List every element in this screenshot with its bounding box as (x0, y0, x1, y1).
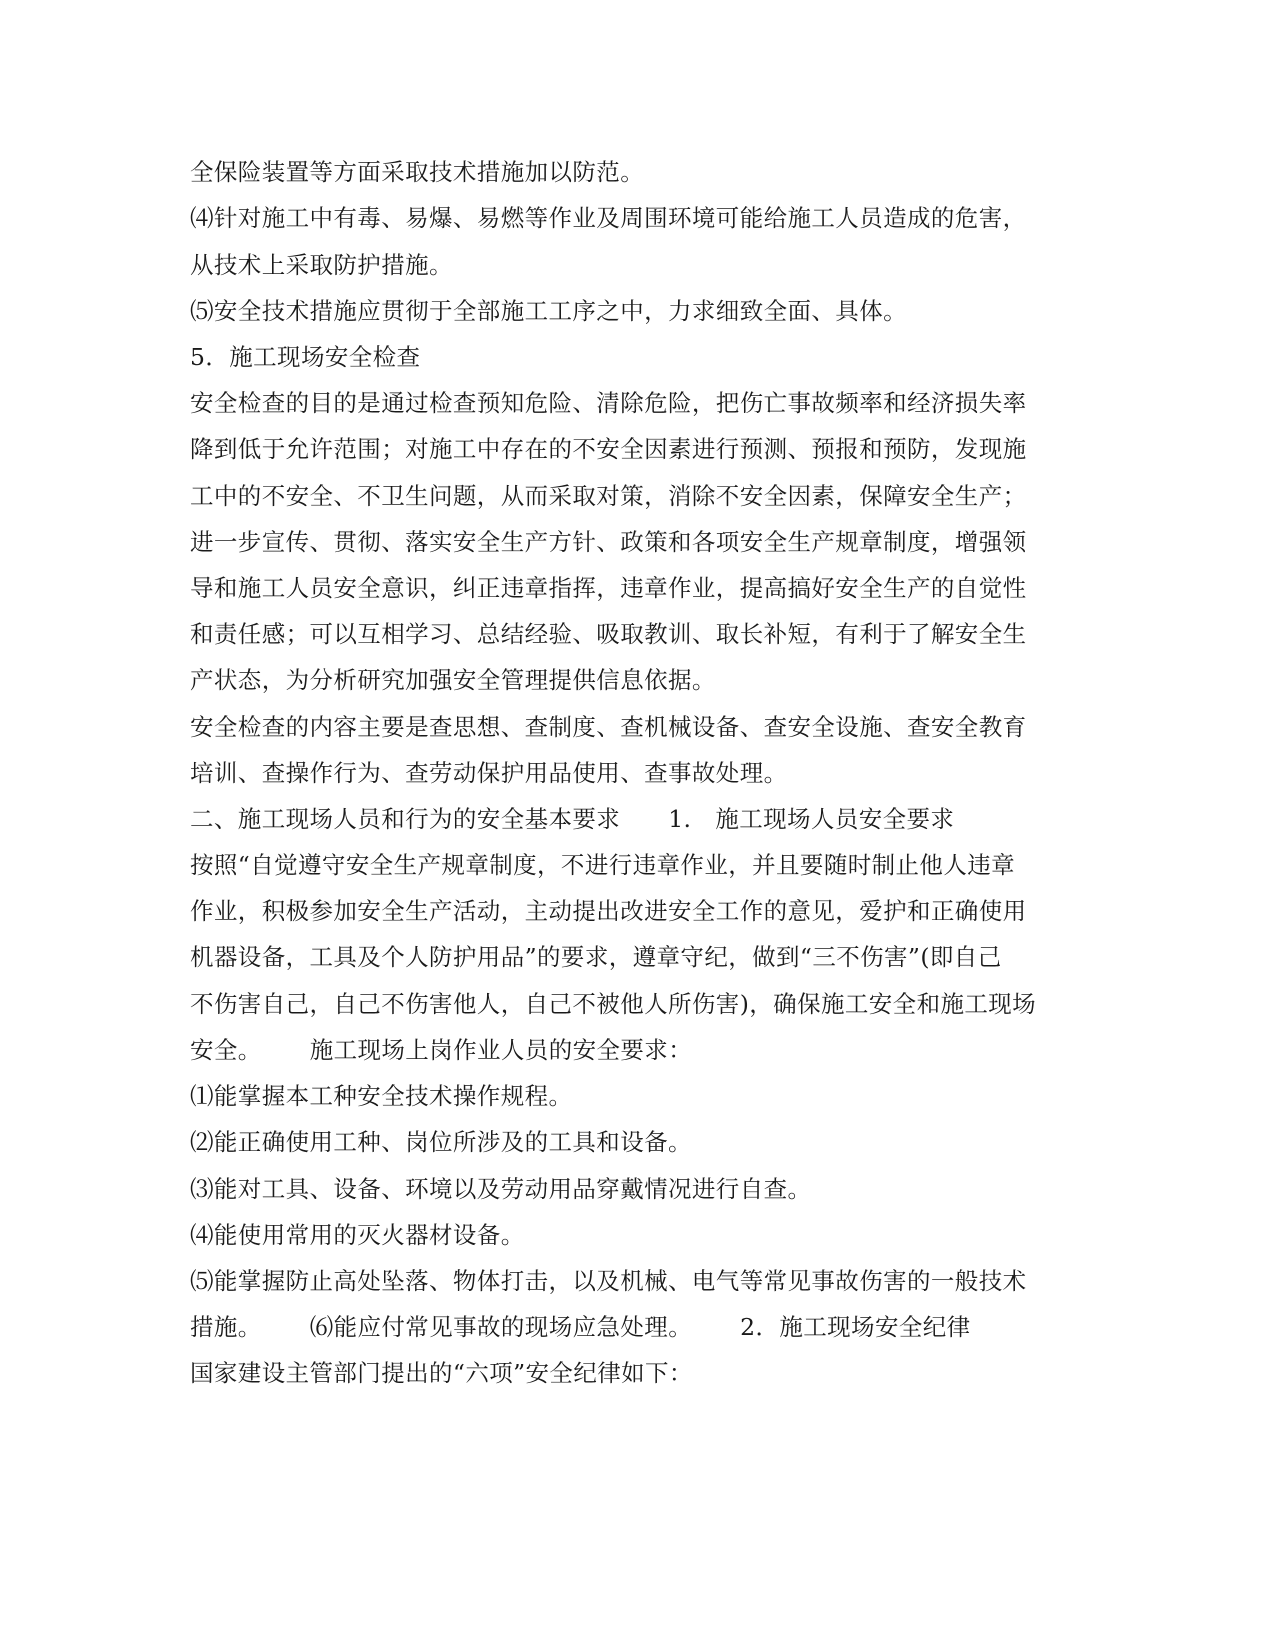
subsection-title: 1. 施工现场人员安全要求 (668, 805, 955, 833)
list-item: ⑵能正确使用工种、岗位所涉及的工具和设备。 (190, 1128, 692, 1156)
text-line: 不伤害自己，自己不伤害他人，自己不被他人所伤害)，确保施工安全和施工现场 (190, 990, 1037, 1018)
text-line: 安全检查的目的是通过检查预知危险、清除危险，把伤亡事故频率和经济损失率 (190, 389, 1027, 417)
text-line: 导和施工人员安全意识，纠正违章指挥，违章作业，提高搞好安全生产的自觉性 (190, 574, 1027, 602)
text-line: 全保险装置等方面采取技术措施加以防范。 (190, 158, 645, 186)
text-line: 培训、查操作行为、查劳动保护用品使用、查事故处理。 (190, 759, 788, 787)
paragraph-lead: 施工现场上岗作业人员的安全要求： (309, 1036, 693, 1064)
list-item: ⑸能掌握防止高处坠落、物体打击，以及机械、电气等常见事故伤害的一般技术 (190, 1267, 1027, 1295)
list-item: ⑴能掌握本工种安全技术操作规程。 (190, 1082, 573, 1110)
text-line: 从技术上采取防护措施。 (190, 251, 453, 279)
text-line: 产状态，为分析研究加强安全管理提供信息依据。 (190, 666, 716, 694)
list-item: ⑶能对工具、设备、环境以及劳动用品穿戴情况进行自查。 (190, 1175, 812, 1203)
section-heading (190, 804, 1090, 834)
text-line: 安全检查的内容主要是查思想、查制度、查机械设备、查安全设施、查安全教育 (190, 713, 1027, 741)
subsection-title: 2．施工现场安全纪律 (740, 1313, 971, 1341)
list-item: ⑷能使用常用的灭火器材设备。 (190, 1221, 525, 1249)
text-line: 作业，积极参加安全生产活动，主动提出改进安全工作的意见，爱护和正确使用 (190, 897, 1027, 925)
list-item: ⑹能应付常见事故的现场应急处理。 (309, 1313, 693, 1341)
text-line: ⑷针对施工中有毒、易爆、易燃等作业及周围环境可能给施工人员造成的危害， (190, 204, 1027, 232)
text-line: 进一步宣传、贯彻、落实安全生产方针、政策和各项安全生产规章制度，增强领 (190, 528, 1027, 556)
text-line: 措施。 ⑹能应付常见事故的现场应急处理。 2．施工现场安全纪律 (190, 1313, 971, 1341)
text-line: 机器设备，工具及个人防护用品”的要求，遵章守纪，做到“三不伤害”(即自己 (190, 943, 1002, 971)
text-line: ⑸安全技术措施应贯彻于全部施工工序之中，力求细致全面、具体。 (190, 297, 907, 325)
text-line: 国家建设主管部门提出的“六项”安全纪律如下： (190, 1359, 693, 1387)
section-title: 二、施工现场人员和行为的安全基本要求 (190, 805, 621, 833)
text-line: 降到低于允许范围；对施工中存在的不安全因素进行预测、预报和预防，发现施 (190, 435, 1027, 463)
section-heading: 5．施工现场安全检查 (190, 343, 421, 371)
text-line: 安全。 施工现场上岗作业人员的安全要求： (190, 1036, 693, 1064)
text-line: 按照“自觉遵守安全生产规章制度，不进行违章作业，并且要随时制止他人违章 (190, 851, 1016, 879)
text-line: 和责任感；可以互相学习、总结经验、吸取教训、取长补短，有利于了解安全生 (190, 620, 1027, 648)
text-line: 工中的不安全、不卫生问题，从而采取对策，消除不安全因素，保障安全生产； (190, 482, 1027, 510)
